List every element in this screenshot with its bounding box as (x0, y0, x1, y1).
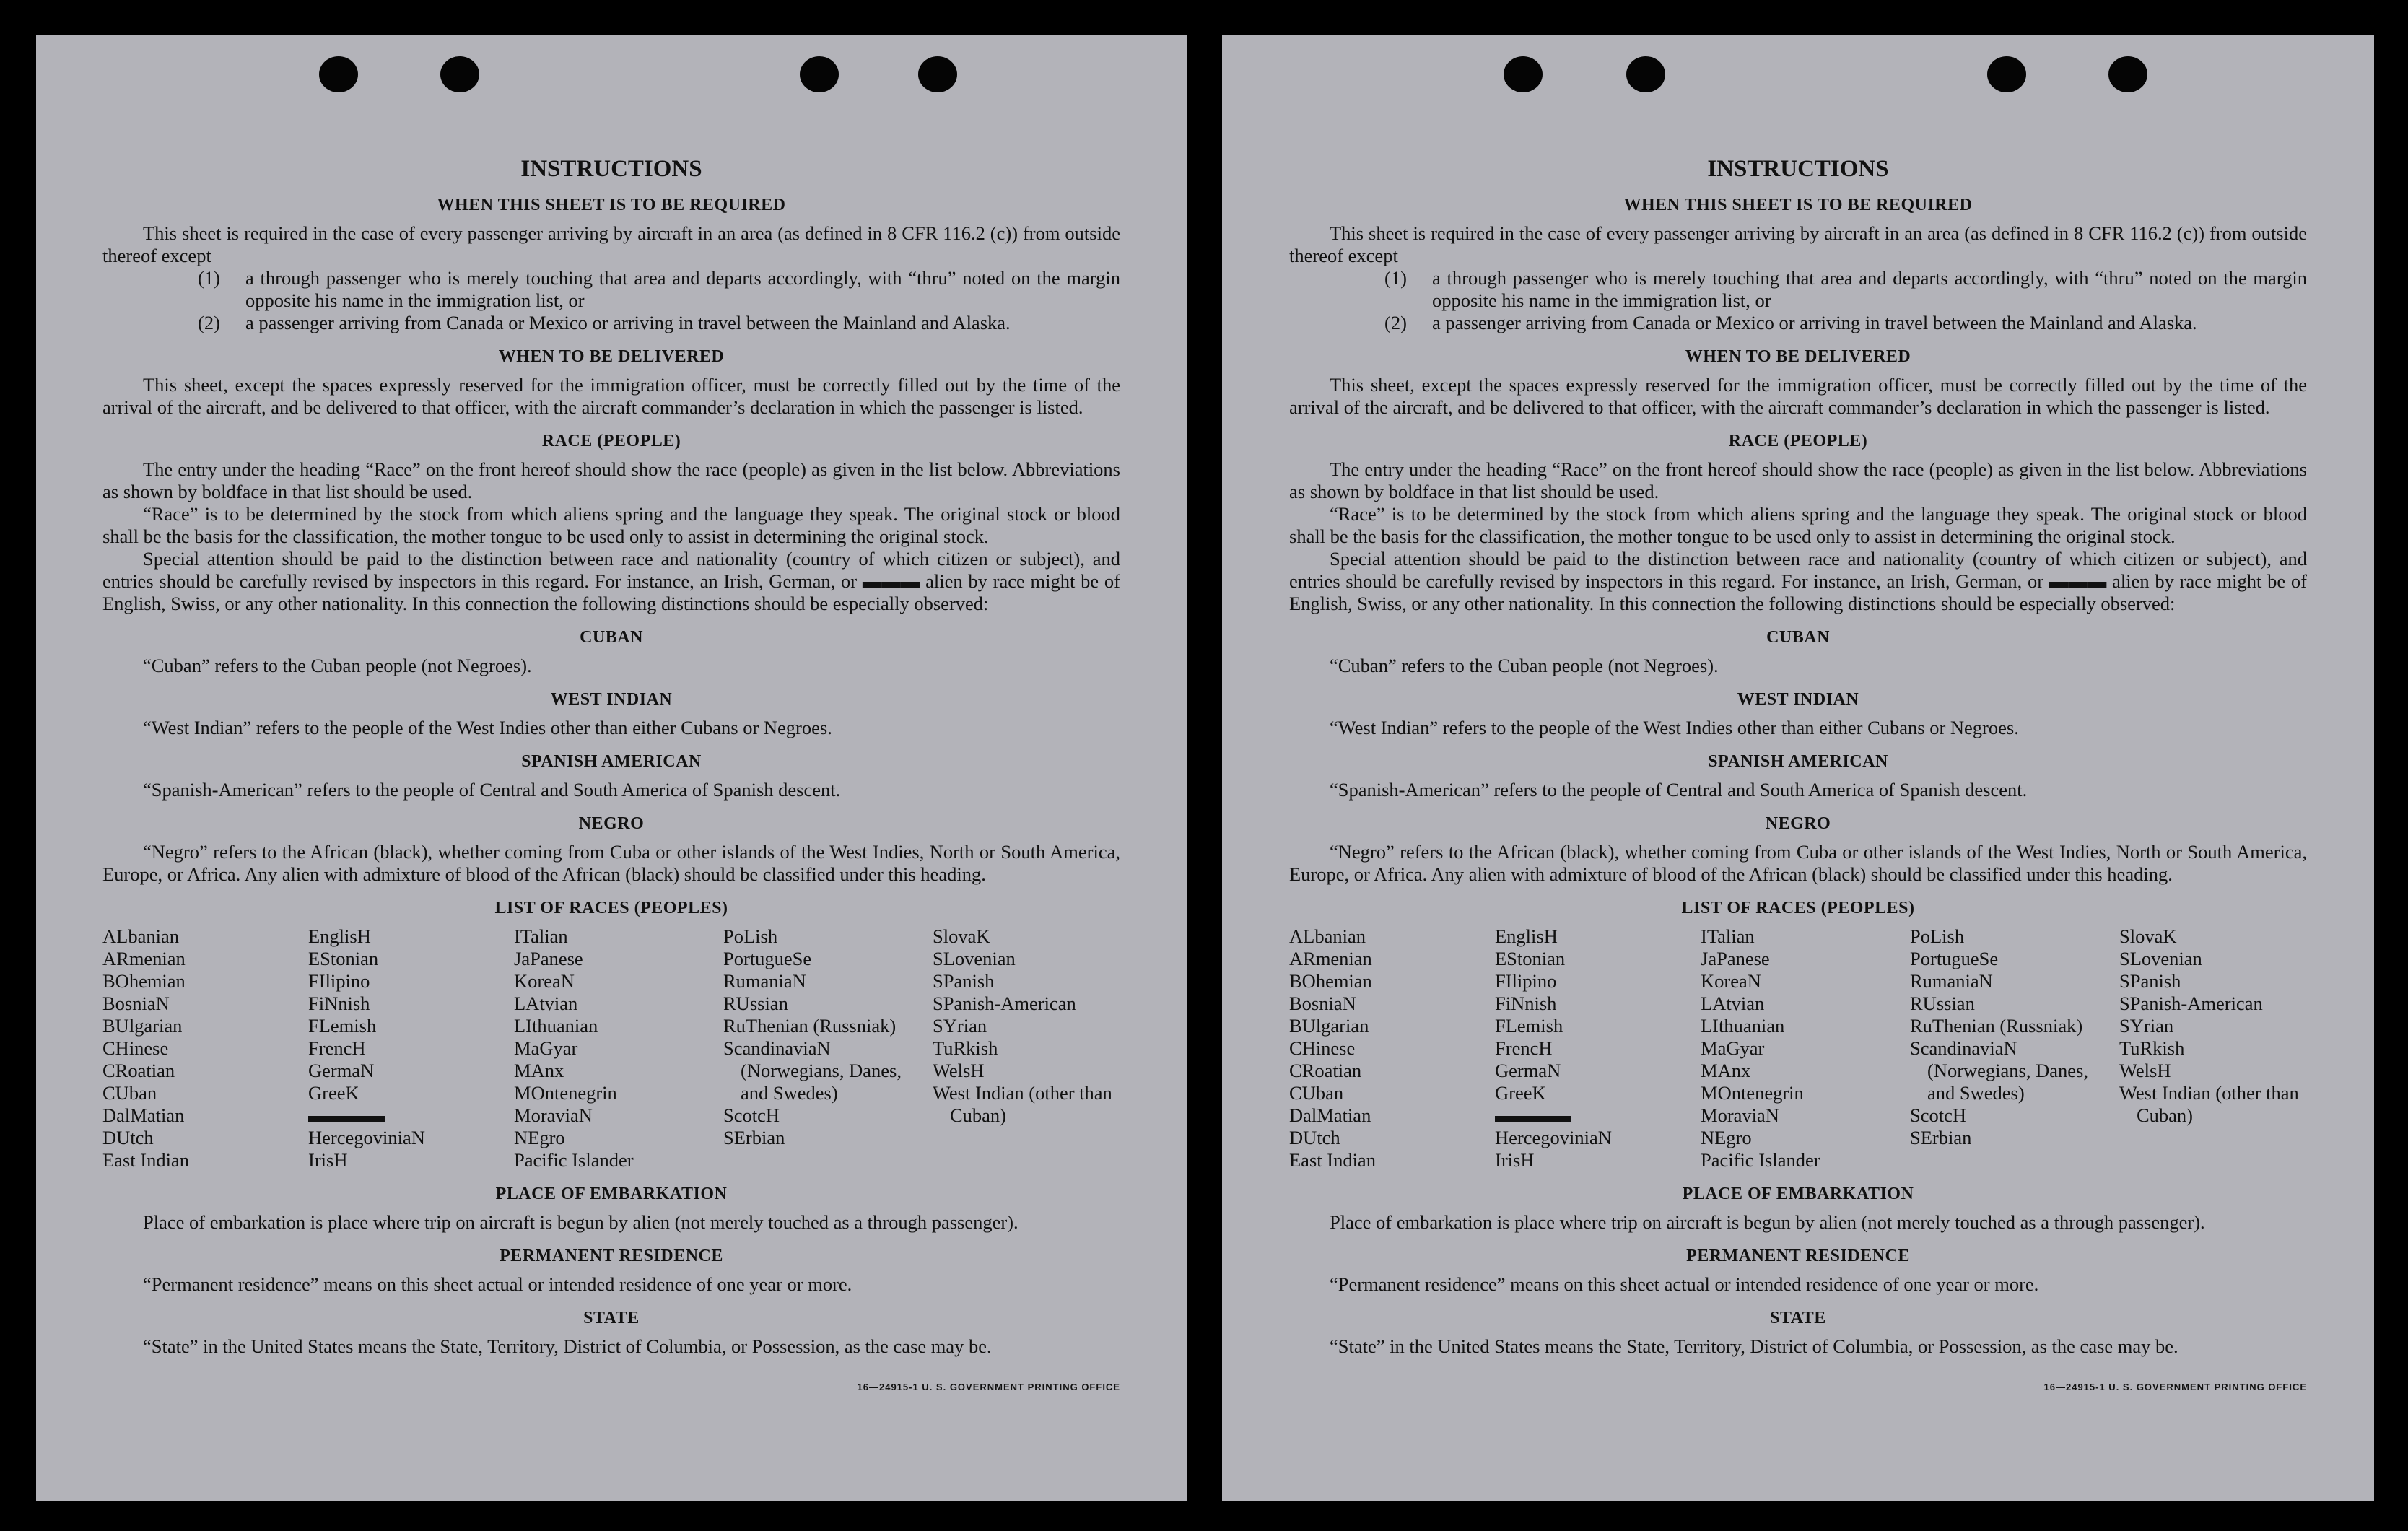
list-item: MAnx (1701, 1060, 1751, 1081)
list-item: LIthuanian (514, 1015, 598, 1037)
list-item: Pacific Islander (514, 1149, 634, 1171)
races-column (1289, 925, 1495, 1172)
list-item: LIthuanian (1701, 1015, 1785, 1037)
redacted-item: ▬▬▬▬ (308, 1104, 385, 1126)
redacted-item: ▬▬▬▬ (1495, 1104, 1571, 1126)
list-item: ARmenian (1289, 948, 1372, 969)
section-heading: NEGRO (1765, 814, 1831, 833)
races-list (1289, 925, 2307, 1172)
list-item: WelsH (933, 1060, 985, 1081)
section-heading: CUBAN (1766, 628, 1830, 647)
section-text: This sheet, except the spaces expressly reserved for the immigration officer, must be correctly filled out by the time of the arrival of the aircraft, and be delivered to that officer, with the aircraft commander’s declaration in which the passenger is listed. (102, 374, 1120, 418)
section-text: “State” in the United States means the State, Territory, District of Columbia, or Possession, as the case may be. (143, 1335, 992, 1357)
item-number: (2) (1384, 312, 1407, 333)
section-heading: STATE (583, 1309, 640, 1327)
races-column (1701, 925, 1910, 1172)
list-item: BosniaN (102, 993, 170, 1014)
list-item: MOntenegrin (1701, 1082, 1804, 1104)
item-number: (1) (1384, 267, 1407, 289)
races-column (1910, 925, 2119, 1172)
list-item: BOhemian (102, 970, 186, 992)
section-heading: LIST OF RACES (PEOPLES) (1681, 899, 1915, 917)
section-text: “Negro” refers to the African (black), whether coming from Cuba or other islands of the West Indies, North or South America, Europe, or Africa. Any alien with admixture of blood of the African (black) should be classified under this heading. (1289, 841, 2307, 885)
list-item: NEgro (1701, 1127, 1752, 1148)
list-item: JaPanese (1701, 948, 1770, 969)
section-heading: WEST INDIAN (1737, 690, 1859, 709)
section-text: This sheet is required in the case of every passenger arriving by aircraft in an area (as defined in 8 CFR 116.2 (c)) from outside thereof except (102, 222, 1120, 266)
list-item: FLemish (308, 1015, 377, 1037)
section-text: The entry under the heading “Race” on the front hereof should show the race (people) as given in the list below. Abbreviations as shown by boldface in that list should be used. (102, 458, 1120, 502)
punch-hole (1626, 56, 1665, 92)
punch-hole (319, 56, 358, 92)
list-item: FIlipino (308, 970, 370, 992)
item-number: (2) (198, 312, 220, 333)
races-column (723, 925, 933, 1172)
list-item: CRoatian (1289, 1060, 1362, 1081)
races-column (308, 925, 514, 1172)
punch-hole (1504, 56, 1543, 92)
list-item: DUtch (1289, 1127, 1340, 1148)
list-item: IrisH (308, 1149, 348, 1171)
list-item: DalMatian (1289, 1104, 1371, 1126)
section-heading: LIST OF RACES (PEOPLES) (494, 899, 728, 917)
section-text: This sheet is required in the case of every passenger arriving by aircraft in an area (as defined in 8 CFR 116.2 (c)) from outside thereof except (1289, 222, 2307, 266)
section-text: “West Indian” refers to the people of the West Indies other than either Cubans or Negroes. (1330, 717, 2019, 738)
races-column (514, 925, 723, 1172)
list-item: ScotcH (1910, 1104, 1967, 1126)
item-number: (1) (198, 267, 220, 289)
list-item: SlovaK (2119, 925, 2177, 947)
list-item: BOhemian (1289, 970, 1372, 992)
list-item: SYrian (2119, 1015, 2174, 1037)
section-text: “Spanish-American” refers to the people of Central and South America of Spanish descent. (143, 779, 841, 801)
section-text: “Cuban” refers to the Cuban people (not Negroes). (143, 655, 532, 676)
section-heading: PLACE OF EMBARKATION (1682, 1185, 1914, 1203)
section-heading: PLACE OF EMBARKATION (495, 1185, 728, 1203)
list-item: BosniaN (1289, 993, 1356, 1014)
document-page-left (36, 35, 1187, 1501)
list-item (102, 267, 1120, 312)
list-item: RumaniaN (723, 970, 806, 992)
list-item: HercegoviniaN (308, 1127, 425, 1148)
section-heading: WEST INDIAN (550, 690, 673, 709)
list-item: TuRkish (933, 1037, 998, 1059)
list-item: SPanish (2119, 970, 2181, 992)
list-item: MoraviaN (1701, 1104, 1779, 1126)
list-item: FrencH (1495, 1037, 1553, 1059)
list-item: KoreaN (514, 970, 575, 992)
punch-hole (918, 56, 957, 92)
races-column (2119, 925, 2321, 1172)
list-item: CHinese (102, 1037, 169, 1059)
list-item: SLovenian (933, 948, 1016, 969)
list-item: SPanish-American (933, 993, 1076, 1014)
list-item: ITalian (1701, 925, 1755, 947)
punch-hole (1987, 56, 2026, 92)
item-text: a through passenger who is merely touching that area and departs accordingly, with “thru” noted on the margin opposite his name in the immigration list, or (245, 267, 1120, 311)
list-item: SPanish (933, 970, 995, 992)
section-heading: WHEN TO BE DELIVERED (498, 347, 725, 366)
list-item: ALbanian (1289, 925, 1366, 947)
section-text: “State” in the United States means the State, Territory, District of Columbia, or Possession, as the case may be. (1330, 1335, 2178, 1357)
section-heading: CUBAN (580, 628, 643, 647)
print-code: 16—24915-1 U. S. GOVERNMENT PRINTING OFFICE (2043, 1382, 2307, 1392)
page-content (1289, 156, 2307, 1392)
list-item: ITalian (514, 925, 568, 947)
page-title: INSTRUCTIONS (520, 156, 702, 182)
list-item: ALbanian (102, 925, 179, 947)
list-item: CHinese (1289, 1037, 1356, 1059)
section-heading: WHEN THIS SHEET IS TO BE REQUIRED (437, 196, 786, 214)
list-item: BUlgarian (1289, 1015, 1369, 1037)
list-item: LAtvian (514, 993, 578, 1014)
list-item: ScotcH (723, 1104, 780, 1126)
section-text: “West Indian” refers to the people of the West Indies other than either Cubans or Negroes. (143, 717, 832, 738)
section-heading: SPANISH AMERICAN (1708, 752, 1888, 771)
list-item: EnglisH (308, 925, 371, 947)
section-heading: WHEN TO BE DELIVERED (1685, 347, 1911, 366)
section-text: “Race” is to be determined by the stock from which aliens spring and the language they speak. The original stock or blood shall be the basis for the classification, the mother tongue to be used only to assist in determining the original stock. (1289, 503, 2307, 547)
list-item: JaPanese (514, 948, 583, 969)
list-item: PoLish (1910, 925, 1965, 947)
item-text: a passenger arriving from Canada or Mexico or arriving in travel between the Mainland and Alaska. (1432, 312, 2197, 333)
list-item: HercegoviniaN (1495, 1127, 1612, 1148)
races-column (1495, 925, 1701, 1172)
section-heading: RACE (PEOPLE) (1728, 432, 1868, 450)
list-item: FLemish (1495, 1015, 1563, 1037)
item-text: a passenger arriving from Canada or Mexico or arriving in travel between the Mainland and Alaska. (245, 312, 1011, 333)
list-item (1289, 312, 2307, 334)
section-text: “Permanent residence” means on this sheet actual or intended residence of one year or more. (143, 1273, 852, 1295)
list-item (102, 312, 1120, 334)
list-item: NEgro (514, 1127, 565, 1148)
list-item: MAnx (514, 1060, 564, 1081)
list-item: EStonian (308, 948, 379, 969)
list-item: RuThenian (Russniak) (723, 1015, 897, 1037)
list-item: GreeK (308, 1082, 359, 1104)
list-item: LAtvian (1701, 993, 1765, 1014)
list-item: FiNnish (308, 993, 370, 1014)
print-code: 16—24915-1 U. S. GOVERNMENT PRINTING OFFICE (857, 1382, 1120, 1392)
list-item: SYrian (933, 1015, 987, 1037)
page-content (102, 156, 1120, 1392)
list-item: GreeK (1495, 1082, 1546, 1104)
list-item: PortugueSe (1910, 948, 1999, 969)
list-item: FrencH (308, 1037, 366, 1059)
list-item: CUban (1289, 1082, 1344, 1104)
section-heading: STATE (1770, 1309, 1826, 1327)
list-item: DalMatian (102, 1104, 185, 1126)
races-list (102, 925, 1120, 1172)
list-item: IrisH (1495, 1149, 1535, 1171)
list-item: CUban (102, 1082, 157, 1104)
section-text: “Permanent residence” means on this sheet actual or intended residence of one year or more. (1330, 1273, 2039, 1295)
section-heading: PERMANENT RESIDENCE (500, 1247, 723, 1265)
list-item: MoraviaN (514, 1104, 593, 1126)
section-text: Special attention should be paid to the distinction between race and nationality (country of which citizen or subject), and entries should be carefully revised by inspectors in this regard. For instance, an Irish, German, or ▬▬▬ alien by race might be of English, Swiss, or any other nationality. In this connection the following distinctions should be especially observed: (102, 548, 1120, 614)
list-item: FIlipino (1495, 970, 1557, 992)
section-text: “Race” is to be determined by the stock from which aliens spring and the language they speak. The original stock or blood shall be the basis for the classification, the mother tongue to be used only to assist in determining the original stock. (102, 503, 1120, 547)
list-item: SlovaK (933, 925, 990, 947)
list-item: RUssian (723, 993, 788, 1014)
list-item: BUlgarian (102, 1015, 183, 1037)
list-item: West Indian (other than Cuban) (933, 1082, 1112, 1126)
list-item: SErbian (1910, 1127, 1972, 1148)
list-item: Pacific Islander (1701, 1149, 1820, 1171)
races-column (933, 925, 1135, 1172)
list-item: PortugueSe (723, 948, 812, 969)
list-item: DUtch (102, 1127, 154, 1148)
section-heading: WHEN THIS SHEET IS TO BE REQUIRED (1623, 196, 1973, 214)
list-item: SErbian (723, 1127, 785, 1148)
list-item: RumaniaN (1910, 970, 1993, 992)
list-item (1289, 267, 2307, 312)
section-text: Special attention should be paid to the distinction between race and nationality (country of which citizen or subject), and entries should be carefully revised by inspectors in this regard. For instance, an Irish, German, or ▬▬▬ alien by race might be of English, Swiss, or any other nationality. In this connection the following distinctions should be especially observed: (1289, 548, 2307, 614)
section-text: This sheet, except the spaces expressly reserved for the immigration officer, must be correctly filled out by the time of the arrival of the aircraft, and be delivered to that officer, with the aircraft commander’s declaration in which the passenger is listed. (1289, 374, 2307, 418)
section-heading: PERMANENT RESIDENCE (1686, 1247, 1910, 1265)
list-item: GermaN (1495, 1060, 1561, 1081)
list-item: SPanish-American (2119, 993, 2263, 1014)
list-item: FiNnish (1495, 993, 1557, 1014)
list-item: KoreaN (1701, 970, 1761, 992)
list-item: West Indian (other than Cuban) (2119, 1082, 2299, 1126)
section-text: Place of embarkation is place where trip on aircraft is begun by alien (not merely touched as a through passenger). (1330, 1211, 2205, 1233)
section-text: “Spanish-American” refers to the people of Central and South America of Spanish descent. (1330, 779, 2028, 801)
section-heading: RACE (PEOPLE) (541, 432, 681, 450)
punch-hole (800, 56, 839, 92)
list-item: MaGyar (514, 1037, 578, 1059)
list-item: ARmenian (102, 948, 186, 969)
list-item: ScandinaviaN (Norwegians, Danes, and Swedes) (1910, 1037, 2088, 1104)
page-title: INSTRUCTIONS (1707, 156, 1889, 182)
section-heading: NEGRO (578, 814, 645, 833)
list-item: ScandinaviaN (Norwegians, Danes, and Swedes) (723, 1037, 902, 1104)
punch-hole (2108, 56, 2147, 92)
list-item: EnglisH (1495, 925, 1558, 947)
section-text: Place of embarkation is place where trip on aircraft is begun by alien (not merely touched as a through passenger). (143, 1211, 1018, 1233)
list-item: EStonian (1495, 948, 1566, 969)
list-item: MaGyar (1701, 1037, 1765, 1059)
section-text: “Cuban” refers to the Cuban people (not Negroes). (1330, 655, 1719, 676)
list-item: East Indian (1289, 1149, 1376, 1171)
list-item: GermaN (308, 1060, 375, 1081)
section-text: “Negro” refers to the African (black), whether coming from Cuba or other islands of the West Indies, North or South America, Europe, or Africa. Any alien with admixture of blood of the African (black) should be classified under this heading. (102, 841, 1120, 885)
list-item: TuRkish (2119, 1037, 2185, 1059)
list-item: East Indian (102, 1149, 189, 1171)
section-text: The entry under the heading “Race” on the front hereof should show the race (people) as given in the list below. Abbreviations as shown by boldface in that list should be used. (1289, 458, 2307, 502)
list-item: PoLish (723, 925, 778, 947)
list-item: WelsH (2119, 1060, 2171, 1081)
list-item: MOntenegrin (514, 1082, 617, 1104)
list-item: RUssian (1910, 993, 1975, 1014)
item-text: a through passenger who is merely touching that area and departs accordingly, with “thru” noted on the margin opposite his name in the immigration list, or (1432, 267, 2307, 311)
section-heading: SPANISH AMERICAN (521, 752, 702, 771)
list-item: RuThenian (Russniak) (1910, 1015, 2083, 1037)
document-page-right (1222, 35, 2374, 1501)
punch-hole (440, 56, 479, 92)
list-item: SLovenian (2119, 948, 2202, 969)
list-item: CRoatian (102, 1060, 175, 1081)
races-column (102, 925, 308, 1172)
